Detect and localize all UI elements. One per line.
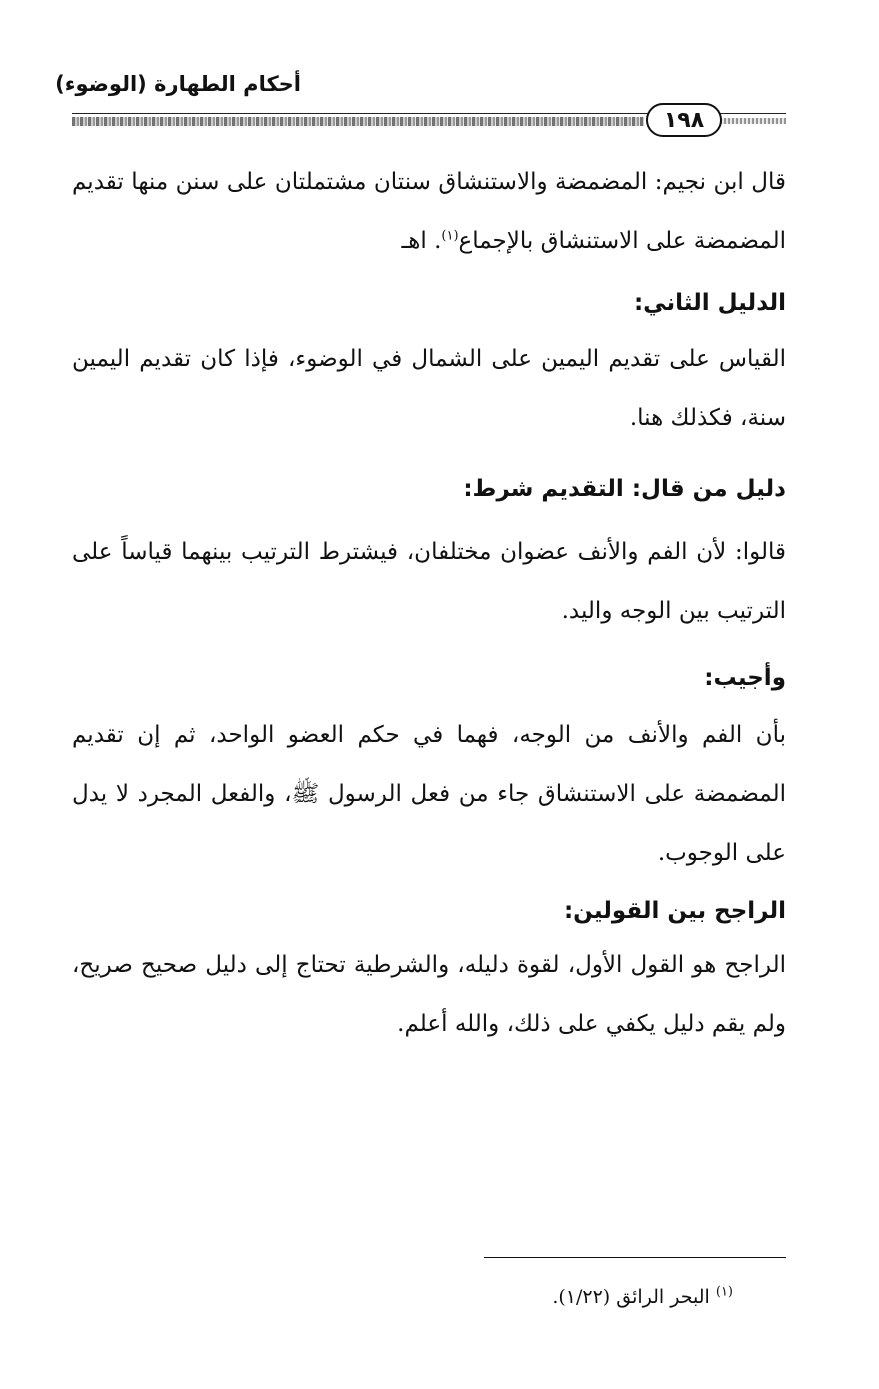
heading-second-evidence: الدليل الثاني: [633,290,786,316]
paragraph-answer: بأن الفم والأنف من الوجه، فهما في حكم العضو الواحد، ثم إن تقديم المضمضة على الاستنشاق جاء من فعل الرسول ﷺ، والفعل المجرد لا يدل على الوجوب. [72,722,786,866]
heading-preferred-view: الراجح بين القولين: [563,898,786,924]
paragraph-tail: . اهـ [401,228,442,254]
page-number: ١٩٨ [646,103,722,137]
footnote-reference[interactable]: (١) [441,228,459,244]
heading-condition-evidence [463,476,786,502]
footnote-marker: (١) [715,1284,733,1300]
heading-part-a: دليل من قال: [631,476,786,502]
footnote-text: البحر الرائق (١/٢٢). [552,1286,710,1308]
paragraph-they-said: قالوا: لأن الفم والأنف عضوان مختلفان، فيشترط الترتيب بينهما قياساً على الترتيب بين الوجه واليد. [72,539,786,624]
running-header-title: أحكام الطهارة (الوضوء) [55,72,301,96]
paragraph-preferred-view: الراجح هو القول الأول، لقوة دليله، والشرطية تحتاج إلى دليل صحيح صريح، ولم يقم دليل يكفي على ذلك، والله أعلم. [72,952,786,1037]
paragraph-text: قال ابن نجيم: المضمضة والاستنشاق سنتان مشتملتان على سنن منها تقديم المضمضة على الاستنشاق بالإجماع [72,169,786,254]
footnote-divider [484,1257,786,1258]
header-ornament-rule-short [720,118,786,124]
header-ornament-rule [72,117,644,126]
paragraph-ibn-nujaim [72,153,786,271]
heading-answer: وأجيب: [704,665,786,691]
footnote [552,1286,733,1308]
heading-part-b: التقديم شرط: [463,476,624,502]
paragraph-analogy: القياس على تقديم اليمين على الشمال في الوضوء، فإذا كان تقديم اليمين سنة، فكذلك هنا. [72,346,786,431]
